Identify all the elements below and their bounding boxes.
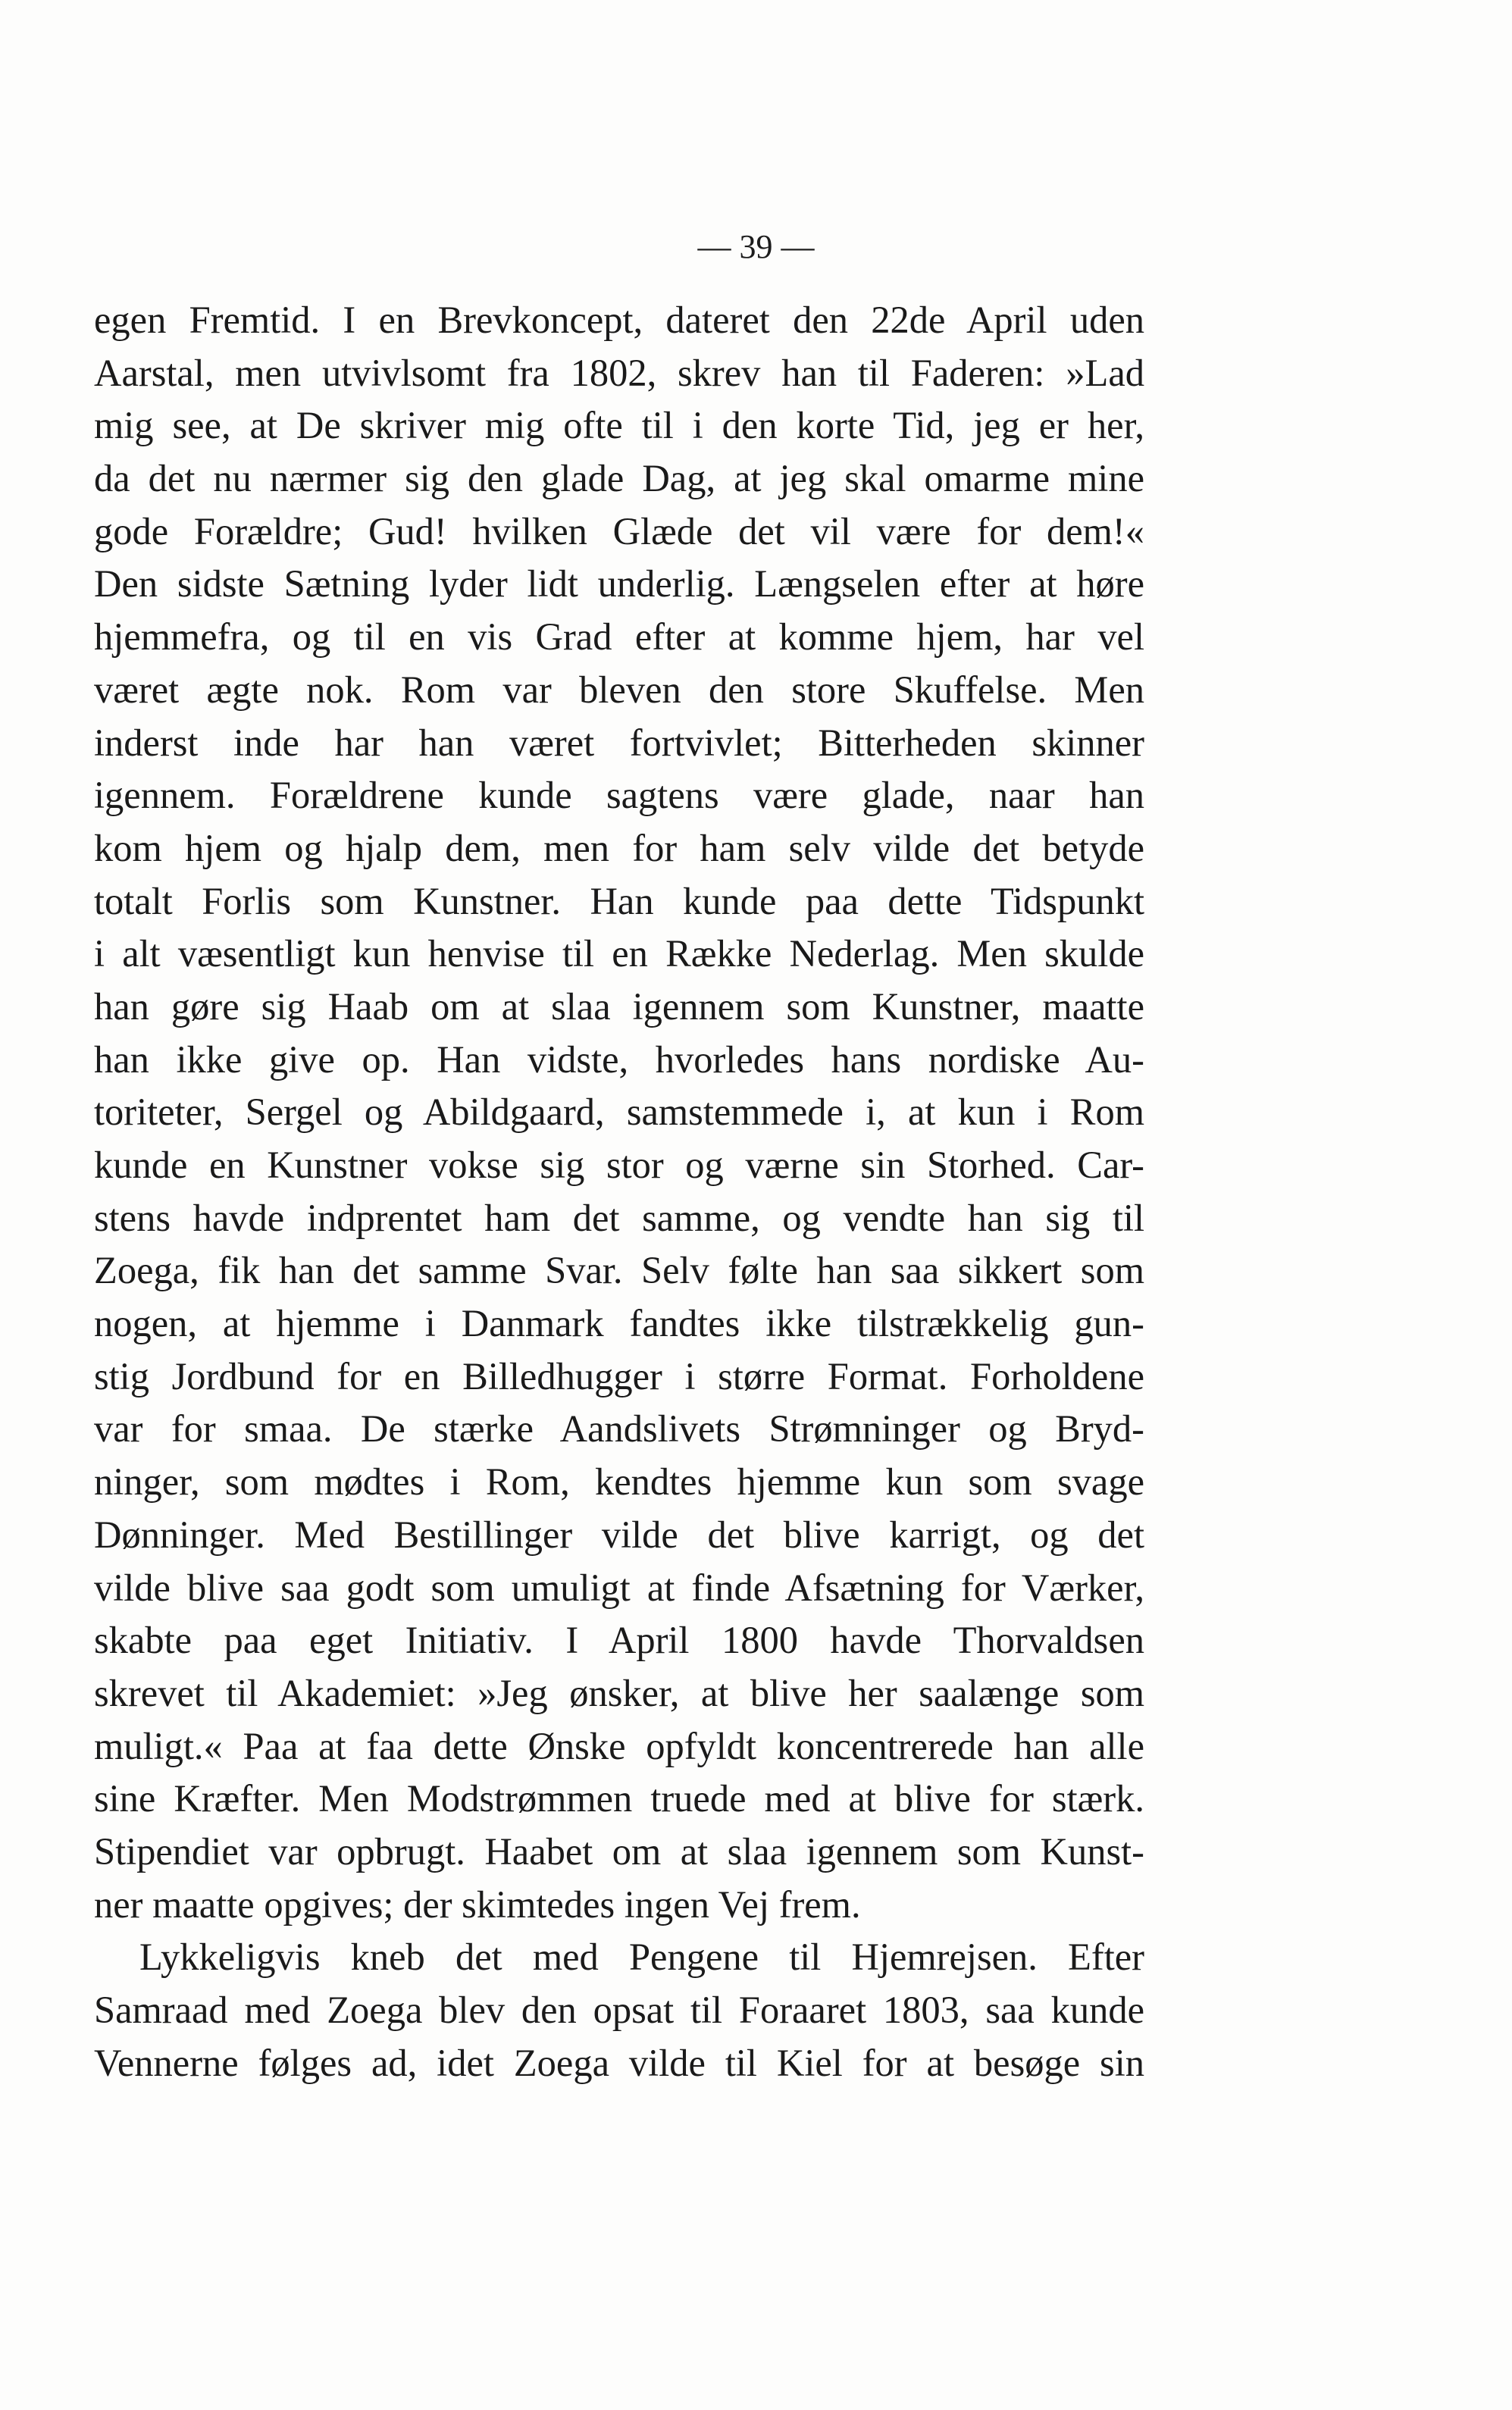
text-line: Den sidste Sætning lyder lidt underlig. Længselen efter at høre <box>94 562 1144 606</box>
page-number: — 39 — <box>697 228 815 265</box>
text-line: han gøre sig Haab om at slaa igennem som Kunstner, maatte <box>94 984 1144 1028</box>
text-line: totalt Forlis som Kunstner. Han kunde paa dette Tidspunkt <box>94 879 1144 922</box>
text-line: i alt væsentligt kun henvise til en Række Nederlag. Men skulde <box>94 932 1144 975</box>
text-line: stig Jordbund for en Billedhugger i større Format. Forholdene <box>94 1354 1144 1397</box>
text-line: da det nu nærmer sig den glade Dag, at jeg skal omarme mine <box>94 457 1144 500</box>
text-line: Stipendiet var opbrugt. Haabet om at slaa igennem som Kunst- <box>94 1829 1144 1873</box>
text-line: nogen, at hjemme i Danmark fandtes ikke tilstrækkelig gun- <box>94 1302 1144 1345</box>
text-line: ner maatte opgives; der skimtedes ingen Vej frem. <box>94 1883 861 1926</box>
text-line: han ikke give op. Han vidste, hvorledes hans nordiske Au- <box>94 1038 1144 1081</box>
text-line: egen Fremtid. I en Brevkoncept, dateret den 22de April uden <box>94 299 1144 341</box>
text-line: igennem. Forældrene kunde sagtens være glade, naar han <box>94 774 1144 817</box>
text-line: Lykkeligvis kneb det med Pengene til Hjemrejsen. Efter <box>139 1936 1144 1979</box>
text-line: inderst inde har han været fortvivlet; Bitterheden skinner <box>94 721 1144 764</box>
paragraph-2 <box>94 1931 1144 2089</box>
text-line: kunde en Kunstner vokse sig stor og værne sin Storhed. Car- <box>94 1144 1144 1186</box>
text-line: skrevet til Akademiet: »Jeg ønsker, at blive her saalænge som <box>94 1671 1144 1714</box>
text-line: Zoega, fik han det samme Svar. Selv følte han saa sikkert som <box>94 1249 1144 1292</box>
paragraph-1 <box>94 294 1144 1931</box>
text-line: hjemmefra, og til en vis Grad efter at komme hjem, har vel <box>94 615 1144 659</box>
text-line: været ægte nok. Rom var bleven den store Skuffelse. Men <box>94 668 1144 711</box>
text-line: Dønninger. Med Bestillinger vilde det blive karrigt, og det <box>94 1513 1144 1556</box>
text-line: Aarstal, men utvivlsomt fra 1802, skrev han til Faderen: »Lad <box>94 351 1144 394</box>
text-line: vilde blive saa godt som umuligt at finde Afsætning for Værker, <box>94 1566 1144 1609</box>
text-line: Samraad med Zoega blev den opsat til Foraaret 1803, saa kunde <box>94 1989 1144 2031</box>
text-line: stens havde indprentet ham det samme, og vendte han sig til <box>94 1196 1144 1239</box>
text-line: sine Kræfter. Men Modstrømmen truede med at blive for stærk. <box>94 1777 1144 1820</box>
text-line: Vennerne følges ad, idet Zoega vilde til Kiel for at besøge sin <box>94 2041 1144 2084</box>
text-line: kom hjem og hjalp dem, men for ham selv vilde det betyde <box>94 826 1144 869</box>
text-line: ninger, som mødtes i Rom, kendtes hjemme kun som svage <box>94 1460 1144 1504</box>
text-line: gode Forældre; Gud! hvilken Glæde det vil være for dem!« <box>94 509 1144 552</box>
text-line: mig see, at De skriver mig ofte til i den korte Tid, jeg er her, <box>94 404 1144 447</box>
text-line: muligt.« Paa at faa dette Ønske opfyldt koncentrerede han alle <box>94 1724 1144 1767</box>
text-line: var for smaa. De stærke Aandslivets Strømninger og Bryd- <box>94 1407 1144 1451</box>
text-line: skabte paa eget Initiativ. I April 1800 havde Thorvaldsen <box>94 1619 1144 1662</box>
text-line: toriteter, Sergel og Abildgaard, samstemmede i, at kun i Rom <box>94 1091 1144 1134</box>
body-text <box>94 294 1144 2089</box>
